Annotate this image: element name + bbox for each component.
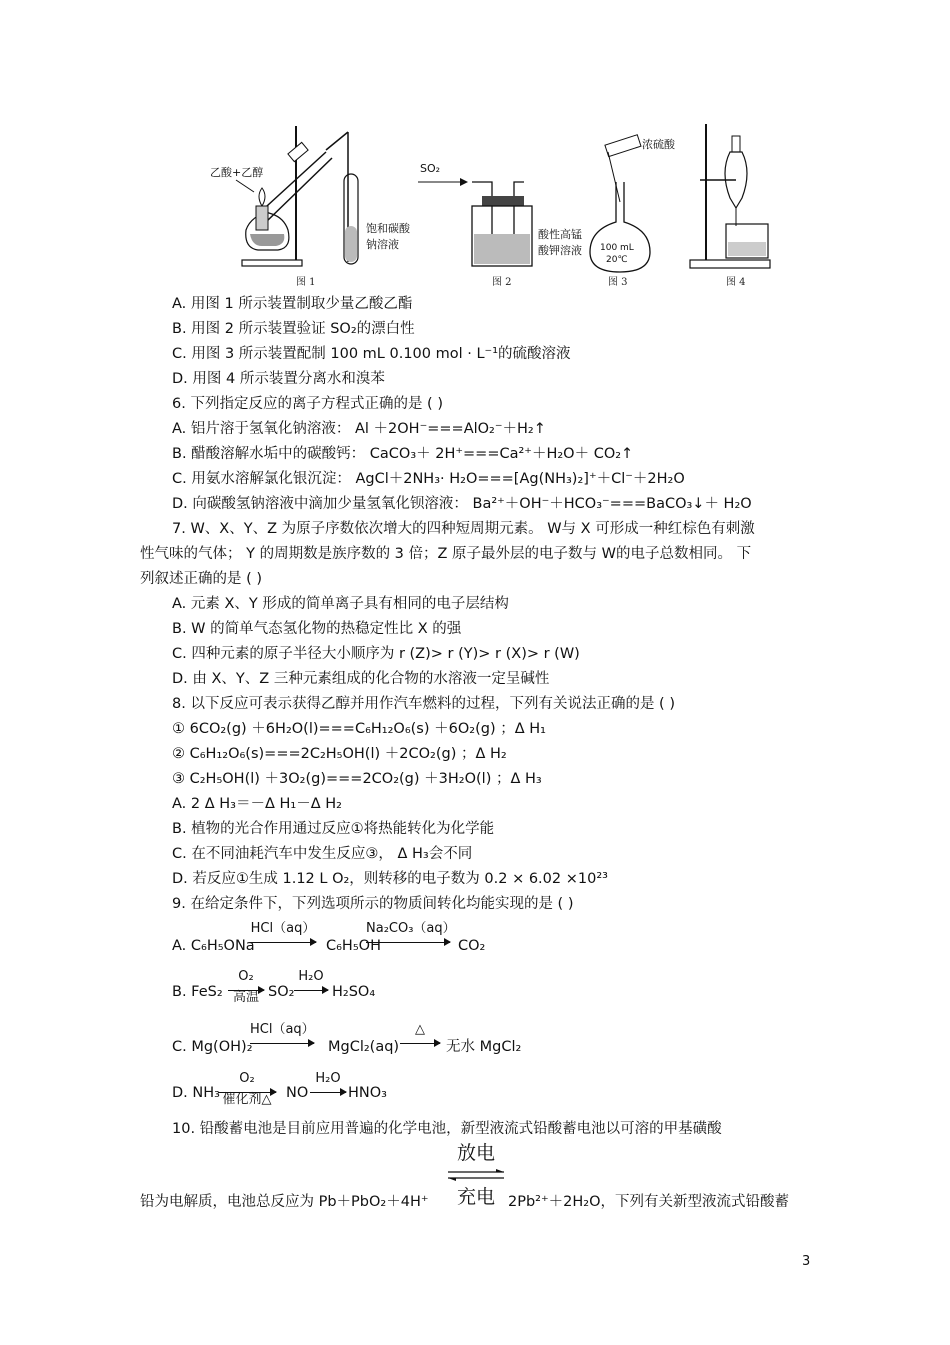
q9d-start: D. NH₃ (172, 1085, 220, 1101)
equilibrium-arrows-icon (446, 1169, 506, 1181)
q9c-reagent-1: HCl（aq） (250, 1022, 315, 1037)
q10-stem-line-1: 10. 铅酸蓄电池是目前应用普遍的化学电池，新型液流式铅酸蓄电池以可溶的甲基磺酸 (172, 1121, 722, 1137)
q9a-end: CO₂ (458, 938, 486, 954)
q10-charge-label: 充电 (456, 1186, 495, 1208)
q7-stem-line-2: 性气味的气体； Y 的周期数是族序数的 3 倍；Z 原子最外层的电子数与 W的电子总数相同。 下 (140, 546, 752, 562)
q9c-end: 无水 MgCl₂ (446, 1039, 522, 1055)
q6-option-b: B. 醋酸溶解水垢中的碳酸钙： CaCO₃＋ 2H⁺===Ca²⁺＋H₂O＋ CO₂↑ (172, 446, 634, 462)
q9b-arrow-2 (294, 970, 328, 991)
figure-3-caption: 图 3 (608, 277, 628, 288)
fig3-reagent-label: 浓硫酸 (642, 138, 675, 151)
figure-4-separatory-funnel (690, 124, 770, 288)
svg-text:酸性高锰: 酸性高锰 (538, 228, 582, 241)
q7-stem-line-1: 7. W、X、Y、Z 为原子序数依次增大的四种短周期元素。 W与 X 可形成一种红棕色有刺激 (172, 521, 755, 537)
page-number: 3 (802, 1254, 811, 1269)
figure-1-esterification-apparatus (210, 126, 411, 288)
q9d-middle: NO (286, 1085, 309, 1101)
q9b-reagent-1: O₂ (238, 969, 254, 984)
q9d-end: HNO₃ (348, 1085, 387, 1101)
svg-text:饱和碳酸: 饱和碳酸 (366, 222, 410, 235)
q6-option-d: D. 向碳酸氢钠溶液中滴加少量氢氧化钡溶液： Ba²⁺＋OH⁻＋HCO₃⁻===BaCO₃↓＋ H₂O (172, 496, 752, 512)
q7-option-d: D. 由 X、Y、Z 三种元素组成的化合物的水溶液一定呈碱性 (172, 671, 550, 687)
q8-stem: 8. 以下反应可表示获得乙醇并用作汽车燃料的过程，下列有关说法正确的是 ( ) (172, 696, 675, 712)
svg-text:钠溶液: 钠溶液 (366, 238, 399, 251)
q5-option-a: A. 用图 1 所示装置制取少量乙酸乙酯 (172, 296, 413, 312)
q7-option-a: A. 元素 X、Y 形成的简单离子具有相同的电子层结构 (172, 596, 509, 612)
q9d-reagent-2: H₂O (315, 1071, 341, 1086)
q6-option-c: C. 用氨水溶解氯化银沉淀： AgCl＋2NH₃· H₂O===[Ag(NH₃)₂]⁺＋Cl⁻＋2H₂O (172, 471, 685, 487)
q7-option-c: C. 四种元素的原子半径大小顺序为 r (Z)> r (Y)> r (X)> r (W) (172, 646, 580, 662)
q9a-reagent-2: Na₂CO₃（aq） (366, 921, 456, 936)
q9b-start: B. FeS₂ (172, 984, 223, 1000)
q8-reaction-3: ③ C₂H₅OH(l) ＋3O₂(g)===2CO₂(g) ＋3H₂O(l) ；Δ H₃ (172, 771, 542, 787)
q9a-arrow-2 (366, 921, 456, 943)
fig2-gas-label: SO₂ (420, 162, 441, 175)
q9-stem: 9. 在给定条件下，下列选项所示的物质间转化均能实现的是 ( ) (172, 896, 574, 912)
q9d-arrow-1 (218, 1072, 276, 1107)
q8-option-b: B. 植物的光合作用通过反应①将热能转化为化学能 (172, 821, 495, 837)
q9a-middle: C₆H₅OH (326, 938, 381, 954)
svg-text:酸钾溶液: 酸钾溶液 (538, 244, 582, 257)
q9c-start: C. Mg(OH)₂ (172, 1039, 253, 1055)
q9a-arrow-1 (250, 922, 316, 943)
q9b-arrow-1 (228, 970, 264, 1005)
q5-option-c: C. 用图 3 所示装置配制 100 mL 0.100 mol · L⁻¹的硫酸溶液 (172, 346, 571, 362)
q7-stem-line-3: 列叙述正确的是 ( ) (140, 571, 263, 587)
q8-reaction-2: ② C₆H₁₂O₆(s)===2C₂H₅OH(l) ＋2CO₂(g) ；Δ H₂ (172, 746, 507, 762)
q5-option-b: B. 用图 2 所示装置验证 SO₂的漂白性 (172, 321, 415, 337)
q9d-arrow-2 (310, 1072, 346, 1093)
fig1-reagent-label: 乙酸+乙醇 (210, 166, 264, 179)
q8-option-c: C. 在不同油耗汽车中发生反应③， Δ H₃会不同 (172, 846, 473, 862)
figure-2-gas-washing-bottle (418, 162, 582, 288)
figure-3-volumetric-flask (590, 135, 676, 288)
q9b-end: H₂SO₄ (332, 984, 376, 1000)
q8-option-d: D. 若反应①生成 1.12 L O₂，则转移的电子数为 0.2 × 6.02 ×10²³ (172, 871, 608, 887)
q9b-condition-1: 高温 (232, 990, 259, 1005)
q10-stem-line-2b: 2Pb²⁺＋2H₂O，下列有关新型液流式铅酸蓄 (508, 1194, 789, 1210)
q6-option-a: A. 铝片溶于氢氧化钠溶液： Al ＋2OH⁻===AlO₂⁻＋H₂↑ (172, 421, 546, 437)
q9a-reagent-1: HCl（aq） (250, 921, 316, 936)
q9c-middle: MgCl₂(aq) (328, 1039, 400, 1055)
q9c-arrow-2 (400, 1023, 440, 1044)
q10-reversible-arrow (446, 1142, 506, 1208)
q8-reaction-1: ① 6CO₂(g) ＋6H₂O(l)===C₆H₁₂O₆(s) ＋6O₂(g) ；Δ H₁ (172, 721, 546, 737)
q10-stem-line-2a: 铅为电解质，电池总反应为 Pb＋PbO₂＋4H⁺ (140, 1194, 429, 1210)
q10-discharge-label: 放电 (456, 1142, 495, 1164)
q9b-middle: SO₂ (268, 984, 295, 1000)
q9c-reagent-2: △ (415, 1022, 425, 1037)
q5-option-d: D. 用图 4 所示装置分离水和溴苯 (172, 371, 385, 387)
q9d-condition-1: 催化剂△ (222, 1092, 272, 1107)
q8-option-a: A. 2 Δ H₃＝－Δ H₁－Δ H₂ (172, 796, 342, 812)
q9b-reagent-2: H₂O (298, 969, 324, 984)
figure-1-caption: 图 1 (296, 277, 316, 288)
figure-4-caption: 图 4 (726, 277, 746, 288)
apparatus-figure (196, 122, 774, 290)
q9c-arrow-1 (250, 1023, 314, 1044)
q9a-start: A. C₆H₅ONa (172, 938, 255, 954)
figure-2-caption: 图 2 (492, 277, 512, 288)
q6-stem: 6. 下列指定反应的离子方程式正确的是 ( ) (172, 396, 443, 412)
q7-option-b: B. W 的简单气态氢化物的热稳定性比 X 的强 (172, 621, 462, 637)
fig3-volume: 100 mL (600, 243, 634, 253)
q9d-reagent-1: O₂ (239, 1071, 255, 1086)
fig3-temperature: 20℃ (606, 255, 628, 265)
